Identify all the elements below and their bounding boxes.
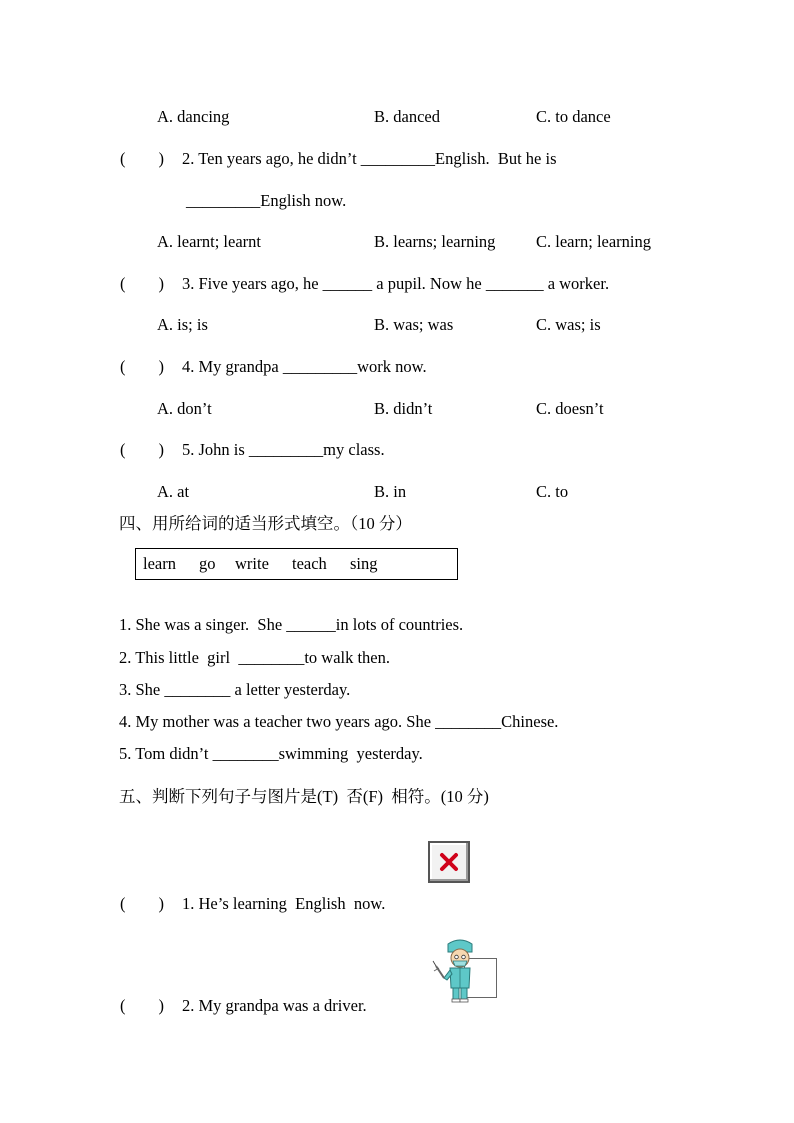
q4-option-a: A. don’t [157, 399, 212, 418]
s5-q2-text: 2. My grandpa was a driver. [182, 996, 367, 1015]
red-x-icon [439, 852, 459, 872]
word-bank-word: teach [292, 554, 327, 573]
q2-text-line1: 2. Ten years ago, he didn’t _________English. But he is [182, 149, 557, 168]
q4-answer-blank[interactable]: ( ) [120, 357, 164, 376]
q5-option-a: A. at [157, 482, 190, 501]
q3-option-b: B. was; was [374, 315, 454, 334]
q5-answer-blank[interactable]: ( ) [120, 440, 164, 459]
section4-item-2: 2. This little girl ________to walk then. [119, 648, 391, 667]
q4-option-b: B. didn’t [374, 399, 433, 418]
s5-q2-answer-blank[interactable]: ( ) [120, 996, 164, 1015]
q5-text: 5. John is _________my class. [182, 440, 385, 459]
q5-option-b: B. in [374, 482, 407, 501]
s5-q1-text: 1. He’s learning English now. [182, 894, 386, 913]
word-bank-word: write [235, 554, 269, 573]
q1-option-b: B. danced [374, 107, 440, 126]
doctor-with-syringe-illustration [428, 938, 478, 1008]
section4-item-4: 4. My mother was a teacher two years ago. She ________Chinese. [119, 712, 559, 731]
q3-option-c: C. was; is [536, 315, 601, 334]
q4-text: 4. My grandpa _________work now. [182, 357, 427, 376]
word-bank-word: learn [143, 554, 176, 573]
word-bank-word: sing [350, 554, 378, 573]
q2-option-b: B. learns; learning [374, 232, 496, 251]
q2-text-line2: _________English now. [186, 191, 347, 210]
q5-option-c: C. to [536, 482, 569, 501]
q2-option-c: C. learn; learning [536, 232, 652, 251]
section4-heading: 四、用所给词的适当形式填空。（10 分） [119, 514, 412, 533]
q1-option-a: A. dancing [157, 107, 230, 126]
section4-item-5: 5. Tom didn’t ________swimming yesterday. [119, 744, 423, 763]
q3-answer-blank[interactable]: ( ) [120, 274, 164, 293]
word-bank-word: go [199, 554, 216, 573]
section5-heading: 五、判断下列句子与图片是(T) 否(F) 相符。(10 分) [119, 787, 489, 806]
q4-option-c: C. doesn’t [536, 399, 604, 418]
q3-option-a: A. is; is [157, 315, 208, 334]
s5-q1-answer-blank[interactable]: ( ) [120, 894, 164, 913]
broken-image-icon [428, 841, 470, 883]
q2-answer-blank[interactable]: ( ) [120, 149, 164, 168]
q2-option-a: A. learnt; learnt [157, 232, 261, 251]
section4-item-1: 1. She was a singer. She ______in lots of countries. [119, 615, 464, 634]
q3-text: 3. Five years ago, he ______ a pupil. Now he _______ a worker. [182, 274, 610, 293]
q1-option-c: C. to dance [536, 107, 611, 126]
word-bank-box [135, 548, 458, 580]
section4-item-3: 3. She ________ a letter yesterday. [119, 680, 351, 699]
